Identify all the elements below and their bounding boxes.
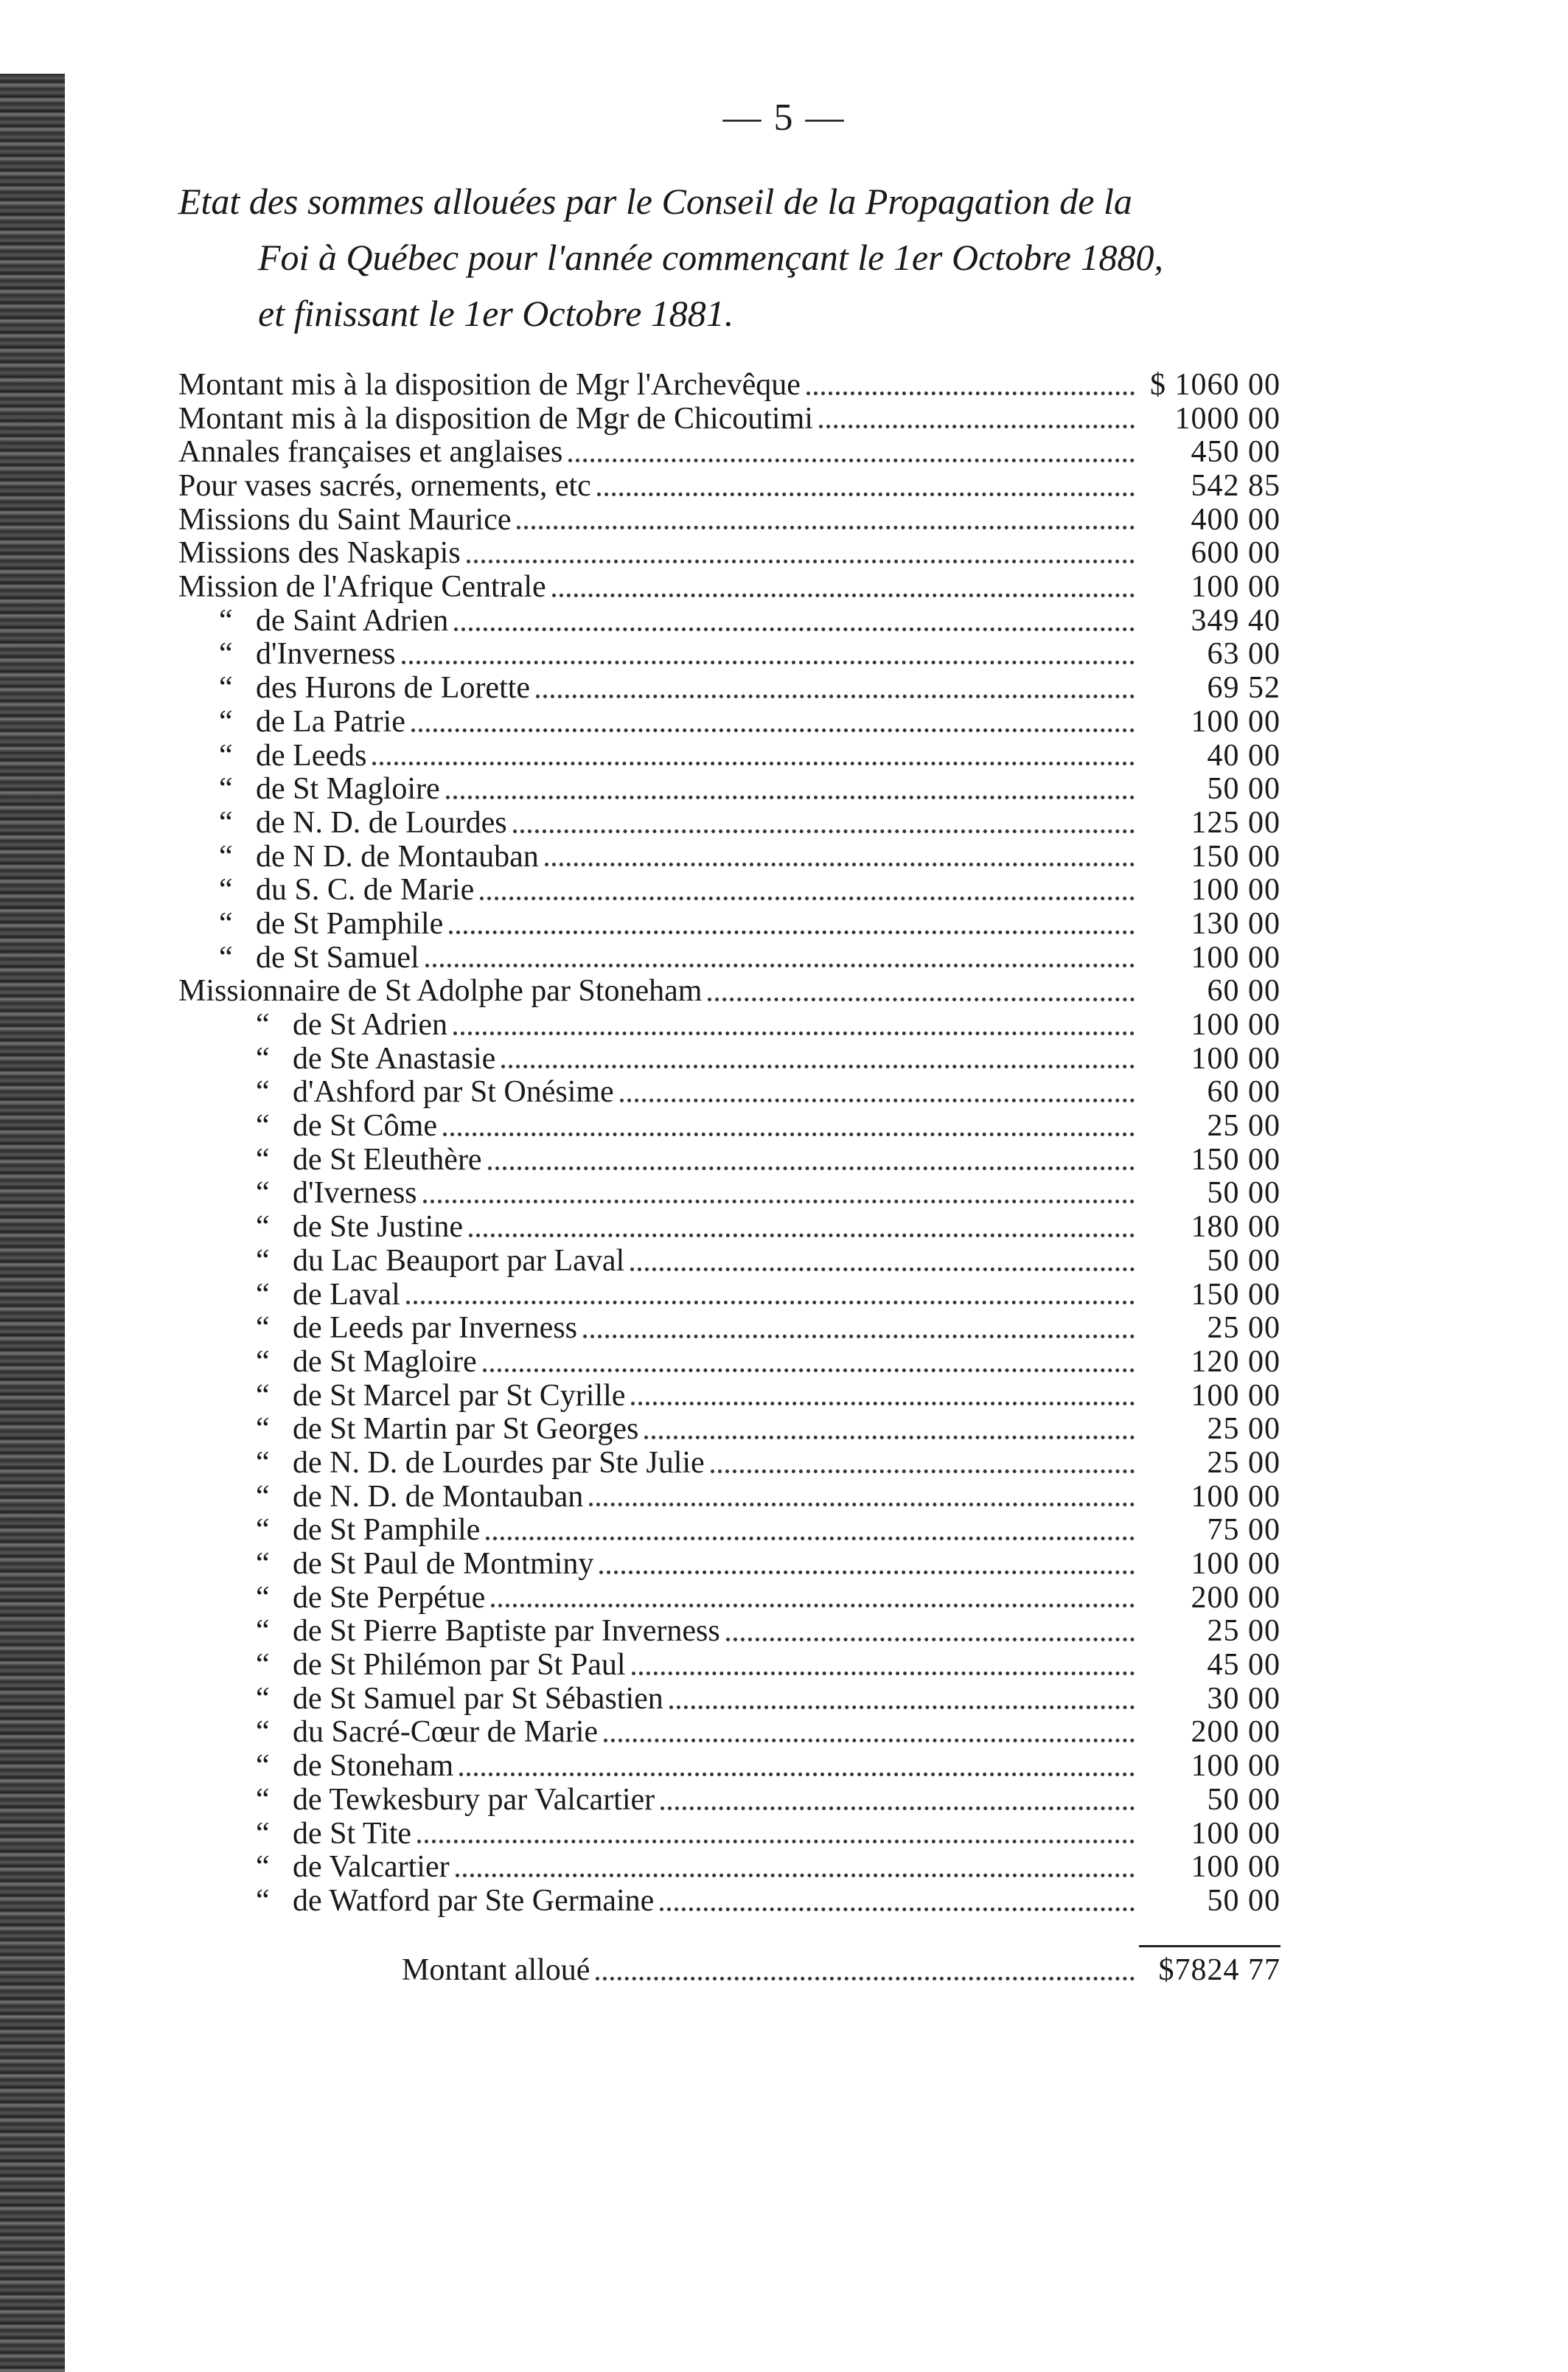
allocation-row — [178, 571, 1280, 605]
allocation-amount: 75 00 — [1207, 1513, 1280, 1548]
dot-leader — [480, 897, 1135, 900]
allocation-label — [178, 638, 396, 672]
allocation-amount: 100 00 — [1191, 873, 1280, 908]
allocation-amount: 50 00 — [1207, 1782, 1280, 1817]
allocation-label — [178, 740, 366, 773]
dot-leader — [513, 829, 1135, 833]
allocation-label-text: de St Philémon par St Paul — [293, 1648, 626, 1683]
ditto-mark: “ — [256, 1075, 270, 1110]
allocation-label — [178, 1380, 625, 1413]
allocation-label — [178, 1009, 447, 1043]
allocation-label — [178, 908, 443, 942]
allocation-amount: 120 00 — [1191, 1344, 1280, 1379]
dot-leader — [488, 1166, 1135, 1170]
allocation-label: Annales françaises et anglaises — [178, 435, 563, 470]
allocation-row — [178, 942, 1280, 975]
allocation-row — [178, 1717, 1280, 1750]
ditto-mark: “ — [256, 1412, 270, 1447]
dot-leader — [411, 728, 1135, 732]
allocation-label — [178, 773, 440, 807]
ditto-mark: “ — [219, 738, 233, 773]
dot-leader — [417, 1840, 1135, 1843]
allocation-amount: 130 00 — [1191, 906, 1280, 941]
allocation-amount: 69 52 — [1207, 671, 1280, 706]
allocation-label-text: de St Tite — [293, 1816, 412, 1851]
page-number: — 5 — — [722, 97, 846, 139]
allocation-label-text: de St Samuel — [256, 940, 419, 975]
allocation-amount: $ 1060 00 — [1150, 367, 1280, 402]
ditto-mark: “ — [256, 1648, 270, 1683]
allocation-amount: 180 00 — [1191, 1210, 1280, 1245]
dot-leader — [620, 1099, 1135, 1102]
ditto-mark: “ — [256, 1513, 270, 1548]
allocation-row — [178, 403, 1280, 437]
document-heading — [178, 173, 1284, 341]
allocation-amount: 100 00 — [1191, 1547, 1280, 1582]
allocation-amount: 30 00 — [1207, 1681, 1280, 1716]
allocation-label: Missionnaire de St Adolphe par Stoneham — [178, 974, 703, 1009]
dot-leader — [568, 459, 1135, 462]
dot-leader — [501, 1065, 1135, 1068]
allocation-label — [178, 1582, 485, 1615]
allocation-row — [178, 537, 1280, 571]
allocation-table — [178, 369, 1280, 1919]
allocation-row — [178, 1413, 1280, 1447]
allocation-label-text: de Stoneham — [293, 1749, 454, 1784]
allocation-amount: 150 00 — [1191, 839, 1280, 874]
allocation-amount: 100 00 — [1191, 1041, 1280, 1076]
dot-leader — [552, 594, 1135, 597]
allocation-row — [178, 1683, 1280, 1717]
dot-leader — [599, 1571, 1135, 1574]
allocation-label — [178, 672, 530, 706]
dot-leader — [372, 762, 1135, 765]
allocation-label — [178, 1144, 482, 1178]
dot-leader — [456, 1874, 1135, 1877]
allocation-label-text: du Lac Beauport par Laval — [293, 1243, 625, 1278]
allocation-label-text: de Tewkesbury par Valcartier — [293, 1782, 655, 1817]
total-label: Montant alloué — [402, 1952, 590, 1987]
allocation-label — [178, 1750, 453, 1784]
dot-leader — [545, 863, 1135, 866]
allocation-label-text: de St Samuel par St Sébastien — [293, 1681, 663, 1716]
allocation-row — [178, 1885, 1280, 1919]
allocation-amount: 150 00 — [1191, 1277, 1280, 1312]
dot-leader — [632, 1672, 1135, 1675]
allocation-label-text: de Leeds — [256, 738, 367, 773]
dot-leader — [726, 1638, 1135, 1641]
allocation-label-text: de Saint Adrien — [256, 603, 449, 638]
allocation-row — [178, 639, 1280, 672]
ditto-mark: “ — [256, 1580, 270, 1615]
allocation-row — [178, 1481, 1280, 1514]
allocation-row — [178, 672, 1280, 706]
allocation-label — [178, 1716, 598, 1750]
ditto-mark: “ — [256, 1715, 270, 1750]
allocation-amount: 25 00 — [1207, 1412, 1280, 1447]
allocation-row — [178, 908, 1280, 942]
ditto-mark: “ — [219, 873, 233, 908]
allocation-label — [178, 1818, 411, 1851]
allocation-amount: 100 00 — [1191, 1850, 1280, 1885]
allocation-label — [178, 1784, 655, 1818]
allocation-amount: 125 00 — [1191, 805, 1280, 840]
dot-leader — [819, 425, 1135, 428]
allocation-amount: 40 00 — [1207, 738, 1280, 773]
allocation-amount: 45 00 — [1207, 1648, 1280, 1683]
ditto-mark: “ — [256, 1176, 270, 1211]
allocation-label-text: de St Magloire — [293, 1344, 477, 1379]
allocation-row — [178, 975, 1280, 1009]
dot-leader — [449, 931, 1135, 934]
allocation-label-text: de Ste Perpétue — [293, 1580, 486, 1615]
ditto-mark: “ — [219, 704, 233, 739]
ditto-mark: “ — [219, 940, 233, 975]
allocation-row — [178, 470, 1280, 504]
allocation-amount: 100 00 — [1191, 1479, 1280, 1514]
allocation-label-text: de St Marcel par St Cyrille — [293, 1378, 626, 1413]
allocation-label-text: de N. D. de Lourdes — [256, 805, 507, 840]
dot-leader — [483, 1368, 1135, 1372]
allocation-label-text: de St Côme — [293, 1109, 437, 1144]
allocation-amount: 200 00 — [1191, 1715, 1280, 1750]
allocation-label — [178, 1312, 577, 1346]
allocation-row — [178, 706, 1280, 740]
allocation-amount: 100 00 — [1191, 1008, 1280, 1043]
allocation-row — [178, 773, 1280, 807]
allocation-amount: 200 00 — [1191, 1580, 1280, 1615]
allocation-row — [178, 1447, 1280, 1481]
dot-leader — [583, 1335, 1135, 1338]
dot-leader — [604, 1739, 1135, 1742]
ditto-mark: “ — [256, 1479, 270, 1514]
allocation-label — [178, 1110, 437, 1144]
allocation-row — [178, 1144, 1280, 1178]
allocation-amount: 100 00 — [1191, 1749, 1280, 1784]
allocation-label-text: de Valcartier — [293, 1850, 450, 1885]
allocation-row — [178, 1548, 1280, 1582]
total-row — [402, 1954, 1280, 1988]
allocation-label — [178, 1481, 583, 1514]
allocation-label-text: de St Pamphile — [293, 1513, 481, 1548]
allocation-label-text: de St Eleuthère — [293, 1142, 482, 1177]
heading-line-2: Foi à Québec pour l'année commençant le 1er Octobre 1880, — [258, 237, 1163, 278]
dot-leader — [589, 1503, 1135, 1506]
allocation-amount: 100 00 — [1191, 570, 1280, 605]
allocation-row — [178, 1615, 1280, 1649]
allocation-label — [178, 1346, 477, 1380]
allocation-label-text: d'Ashford par St Onésime — [293, 1075, 614, 1110]
dot-leader — [425, 964, 1135, 967]
dot-leader — [486, 1537, 1135, 1540]
dot-leader — [631, 1402, 1135, 1405]
allocation-label-text: de St Adrien — [293, 1008, 447, 1043]
dot-leader — [446, 796, 1135, 799]
dot-leader — [402, 661, 1135, 664]
allocation-row — [178, 504, 1280, 538]
ditto-mark: “ — [256, 1008, 270, 1043]
allocation-amount: 60 00 — [1207, 974, 1280, 1009]
allocation-label-text: de St Magloire — [256, 772, 440, 807]
allocation-label — [178, 1851, 450, 1885]
allocation-label: Missions du Saint Maurice — [178, 502, 512, 537]
allocation-amount: 349 40 — [1191, 603, 1280, 638]
allocation-label: Pour vases sacrés, ornements, etc — [178, 469, 591, 504]
ditto-mark: “ — [256, 1681, 270, 1716]
ditto-mark: “ — [219, 603, 233, 638]
allocation-label — [178, 1683, 663, 1717]
allocation-label: Montant mis à la disposition de Mgr de Chicoutimi — [178, 401, 813, 436]
allocation-amount: 400 00 — [1191, 502, 1280, 537]
ditto-mark: “ — [256, 1547, 270, 1582]
ditto-mark: “ — [256, 1782, 270, 1817]
allocation-label — [178, 1413, 638, 1447]
allocation-row — [178, 369, 1280, 403]
ditto-mark: “ — [256, 1277, 270, 1312]
allocation-row — [178, 1009, 1280, 1043]
ditto-mark: “ — [256, 1883, 270, 1918]
allocation-label-text: d'Inverness — [256, 637, 396, 672]
allocation-amount: 100 00 — [1191, 1816, 1280, 1851]
allocation-row — [178, 1312, 1280, 1346]
ditto-mark: “ — [256, 1210, 270, 1245]
allocation-label-text: de St Martin par St Georges — [293, 1412, 639, 1447]
allocation-label — [178, 1447, 705, 1481]
allocation-label-text: de N D. de Montauban — [256, 839, 539, 874]
allocation-label: Missions des Naskapis — [178, 536, 461, 571]
dot-leader — [630, 1267, 1135, 1271]
ditto-mark: “ — [256, 1749, 270, 1784]
allocation-label-text: de Ste Anastasie — [293, 1041, 496, 1076]
dot-leader — [660, 1907, 1135, 1911]
allocation-label — [178, 942, 419, 975]
dot-leader — [469, 1234, 1135, 1237]
allocation-label — [178, 1649, 626, 1683]
allocation-label — [178, 1279, 400, 1312]
allocation-label — [178, 874, 474, 908]
allocation-amount: 50 00 — [1207, 772, 1280, 807]
allocation-amount: 25 00 — [1207, 1311, 1280, 1346]
dot-leader — [517, 526, 1135, 529]
allocation-amount: 50 00 — [1207, 1883, 1280, 1918]
allocation-amount: 60 00 — [1207, 1075, 1280, 1110]
allocation-label — [178, 1211, 463, 1245]
allocation-row — [178, 1043, 1280, 1077]
allocation-amount: 50 00 — [1207, 1176, 1280, 1211]
ditto-mark: “ — [219, 637, 233, 672]
dot-leader — [467, 560, 1135, 563]
dot-leader — [669, 1705, 1135, 1709]
allocation-label-text: d'Iverness — [293, 1176, 417, 1211]
allocation-label-text: de N. D. de Lourdes par Ste Julie — [293, 1445, 705, 1480]
allocation-label — [178, 1514, 480, 1548]
allocation-label — [178, 1043, 495, 1077]
allocation-label-text: de Laval — [293, 1277, 400, 1312]
allocation-amount: 25 00 — [1207, 1109, 1280, 1144]
allocation-label-text: de St Paul de Montminy — [293, 1547, 594, 1582]
dot-leader — [459, 1773, 1135, 1776]
allocation-row — [178, 1582, 1280, 1615]
ditto-mark: “ — [256, 1344, 270, 1379]
allocation-amount: 1000 00 — [1174, 401, 1280, 436]
ditto-mark: “ — [256, 1109, 270, 1144]
dot-leader — [454, 627, 1135, 631]
allocation-amount: 100 00 — [1191, 704, 1280, 739]
allocation-label: Mission de l'Afrique Centrale — [178, 570, 546, 605]
allocation-label-text: de La Patrie — [256, 704, 405, 739]
ditto-mark: “ — [219, 772, 233, 807]
allocation-label-text: de Ste Justine — [293, 1210, 463, 1245]
dot-leader — [708, 998, 1135, 1001]
heading-line-3: et finissant le 1er Octobre 1881. — [258, 293, 734, 334]
allocation-label — [178, 807, 507, 841]
allocation-label — [178, 841, 539, 874]
allocation-row — [178, 1818, 1280, 1851]
ditto-mark: “ — [256, 1445, 270, 1480]
allocation-row — [178, 1346, 1280, 1380]
dot-leader — [406, 1301, 1135, 1304]
allocation-amount: 542 85 — [1191, 469, 1280, 504]
allocation-amount: 100 00 — [1191, 1378, 1280, 1413]
allocation-row — [178, 1851, 1280, 1885]
allocation-row — [178, 1649, 1280, 1683]
ditto-mark: “ — [256, 1041, 270, 1076]
allocation-label-text: de Watford par Ste Germaine — [293, 1883, 655, 1918]
ditto-mark: “ — [219, 839, 233, 874]
allocation-amount: 25 00 — [1207, 1614, 1280, 1649]
allocation-label-text: de St Pamphile — [256, 906, 444, 941]
allocation-row — [178, 1784, 1280, 1818]
ditto-mark: “ — [256, 1816, 270, 1851]
dot-leader — [644, 1436, 1135, 1439]
ditto-mark: “ — [219, 805, 233, 840]
ditto-mark: “ — [256, 1142, 270, 1177]
allocation-label — [178, 1548, 593, 1582]
allocation-row — [178, 436, 1280, 470]
allocation-label: Montant mis à la disposition de Mgr l'Archevêque — [178, 367, 801, 402]
allocation-label — [178, 1177, 417, 1211]
ditto-mark: “ — [219, 906, 233, 941]
allocation-amount: 450 00 — [1191, 435, 1280, 470]
allocation-row — [178, 1076, 1280, 1110]
ditto-mark: “ — [256, 1378, 270, 1413]
allocation-label — [178, 1615, 720, 1649]
allocation-amount: 100 00 — [1191, 940, 1280, 975]
dot-leader — [806, 392, 1135, 395]
allocation-row — [178, 841, 1280, 874]
dot-leader — [536, 695, 1135, 698]
allocation-amount: 63 00 — [1207, 637, 1280, 672]
dot-leader — [423, 1200, 1135, 1203]
dot-leader — [443, 1133, 1135, 1136]
allocation-label-text: des Hurons de Lorette — [256, 671, 531, 706]
allocation-label — [178, 1245, 624, 1279]
allocation-label — [178, 605, 448, 639]
ditto-mark: “ — [256, 1850, 270, 1885]
allocation-row — [178, 807, 1280, 841]
allocation-row — [178, 1211, 1280, 1245]
allocation-label — [178, 706, 405, 740]
allocation-row — [178, 1279, 1280, 1312]
allocation-row — [178, 1178, 1280, 1211]
allocation-label — [178, 1076, 614, 1110]
allocation-amount: 600 00 — [1191, 536, 1280, 571]
allocation-row — [178, 874, 1280, 908]
allocation-label-text: du S. C. de Marie — [256, 873, 475, 908]
allocation-label-text: de Leeds par Inverness — [293, 1311, 577, 1346]
allocation-label-text: de N. D. de Montauban — [293, 1479, 584, 1514]
allocation-row — [178, 740, 1280, 773]
total-rule — [1139, 1945, 1280, 1947]
allocation-row — [178, 1514, 1280, 1548]
scanned-page-edge — [0, 74, 65, 2372]
ditto-mark: “ — [256, 1243, 270, 1278]
allocation-amount: 150 00 — [1191, 1142, 1280, 1177]
allocation-row — [178, 1380, 1280, 1413]
allocation-row — [178, 1110, 1280, 1144]
allocation-amount: 50 00 — [1207, 1243, 1280, 1278]
allocation-label-text: du Sacré-Cœur de Marie — [293, 1715, 599, 1750]
dot-leader — [711, 1470, 1135, 1473]
dot-leader — [661, 1806, 1135, 1810]
dot-leader — [596, 1977, 1135, 1980]
total-amount: $7824 77 — [1158, 1952, 1280, 1987]
allocation-row — [178, 605, 1280, 639]
allocation-amount: 25 00 — [1207, 1445, 1280, 1480]
allocation-row — [178, 1245, 1280, 1279]
allocation-row — [178, 1750, 1280, 1784]
ditto-mark: “ — [256, 1614, 270, 1649]
heading-line-1: Etat des sommes allouées par le Conseil de la Propagation de la — [178, 181, 1132, 222]
allocation-label-text: de St Pierre Baptiste par Inverness — [293, 1614, 720, 1649]
dot-leader — [453, 1032, 1135, 1035]
allocation-label — [178, 1885, 654, 1919]
ditto-mark: “ — [256, 1311, 270, 1346]
dot-leader — [491, 1604, 1135, 1607]
dot-leader — [597, 493, 1135, 496]
ditto-mark: “ — [219, 671, 233, 706]
